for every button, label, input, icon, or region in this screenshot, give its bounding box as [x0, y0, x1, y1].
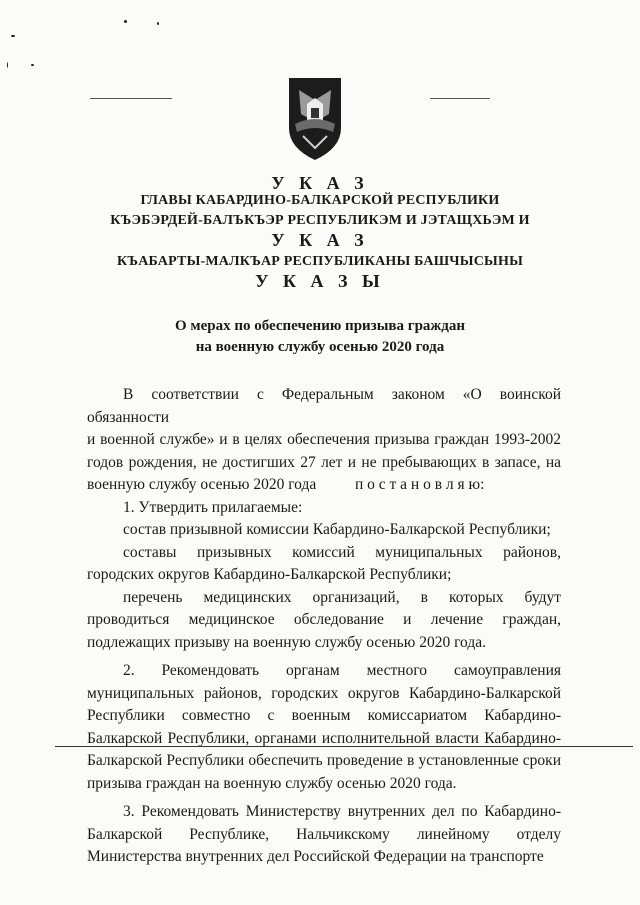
scan-speck	[124, 20, 127, 23]
decree-heading-ru: У К А З	[271, 173, 369, 193]
decree-heading-bal: У К А З Ы	[255, 271, 385, 291]
preamble-text: и военной службе» и в целях обеспечения призыва граждан 1993-2002 годов рождения, не достигших 27 лет и не пребывающих в запасе, на военную службу осенью 2020 года	[87, 431, 561, 493]
issuer-line-ru: ГЛАВЫ КАБАРДИНО-БАЛКАРСКОЙ РЕСПУБЛИКИ	[140, 193, 500, 208]
decree-heading-kab: У К А З	[271, 230, 369, 250]
decree-title	[0, 316, 640, 358]
decree-title-line2: на военную службу осенью 2020 года	[195, 339, 445, 355]
coat-of-arms-icon	[281, 74, 349, 162]
item-2: 2. Рекомендовать органам местного самоуправления муниципальных районов, городских округов Кабардино-Балкарской Республики совместно с военным комиссариатом Кабардино-Балкарской Республики, органами исполнительной власти Кабардино-Балкарской Республики обеспечить проведение в установленные сроки призыва граждан на военную службу осенью 2020 года.	[87, 662, 561, 792]
scan-dash	[430, 98, 490, 99]
scan-speck	[7, 62, 8, 68]
scan-fold-line	[55, 746, 633, 747]
scan-speck	[157, 22, 159, 25]
decree-body	[87, 384, 561, 869]
item-1-b: составы призывных комиссий муниципальных районов, городских округов Кабардино-Балкарской Республики;	[87, 543, 561, 583]
item-3: 3. Рекомендовать Министерству внутренних дел по Кабардино-Балкарской Республике, Нальчикскому линейному отделу Министерства внутренних дел Российской Федерации на транспорте	[87, 803, 561, 865]
item-1-a: состав призывной комиссии Кабардино-Балкарской Республики;	[123, 521, 551, 538]
decree-title-line1: О мерах по обеспечению призыва граждан	[174, 318, 466, 334]
coat-of-arms-emblem	[281, 74, 349, 162]
item-1-c: перечень медицинских организаций, в которых будут проводиться медицинское обследование и лечение граждан, подлежащих призыву на военную службу осенью 2020 года.	[87, 588, 561, 651]
paragraph-preamble-first-line: В соответствии с Федеральным законом «О воинской обязанности	[87, 386, 561, 426]
issuer-line-kab: КЪЭБЭРДЕЙ-БАЛЪКЪЭР РЕСПУБЛИКЭМ И ЈЭТАЩХЬЭМ И	[110, 213, 530, 228]
paragraph-preamble	[87, 429, 561, 497]
item-1: 1. Утвердить прилагаемые:	[123, 498, 303, 516]
scan-speck	[31, 64, 34, 66]
issuer-line-bal: КЪАБАРТЫ-МАЛКЪАР РЕСПУБЛИКАНЫ БАШЧЫСЫНЫ	[116, 254, 524, 269]
scan-dash	[90, 98, 172, 99]
scan-speck	[11, 35, 15, 37]
decree-word: п о с т а н о в л я ю:	[354, 476, 485, 493]
